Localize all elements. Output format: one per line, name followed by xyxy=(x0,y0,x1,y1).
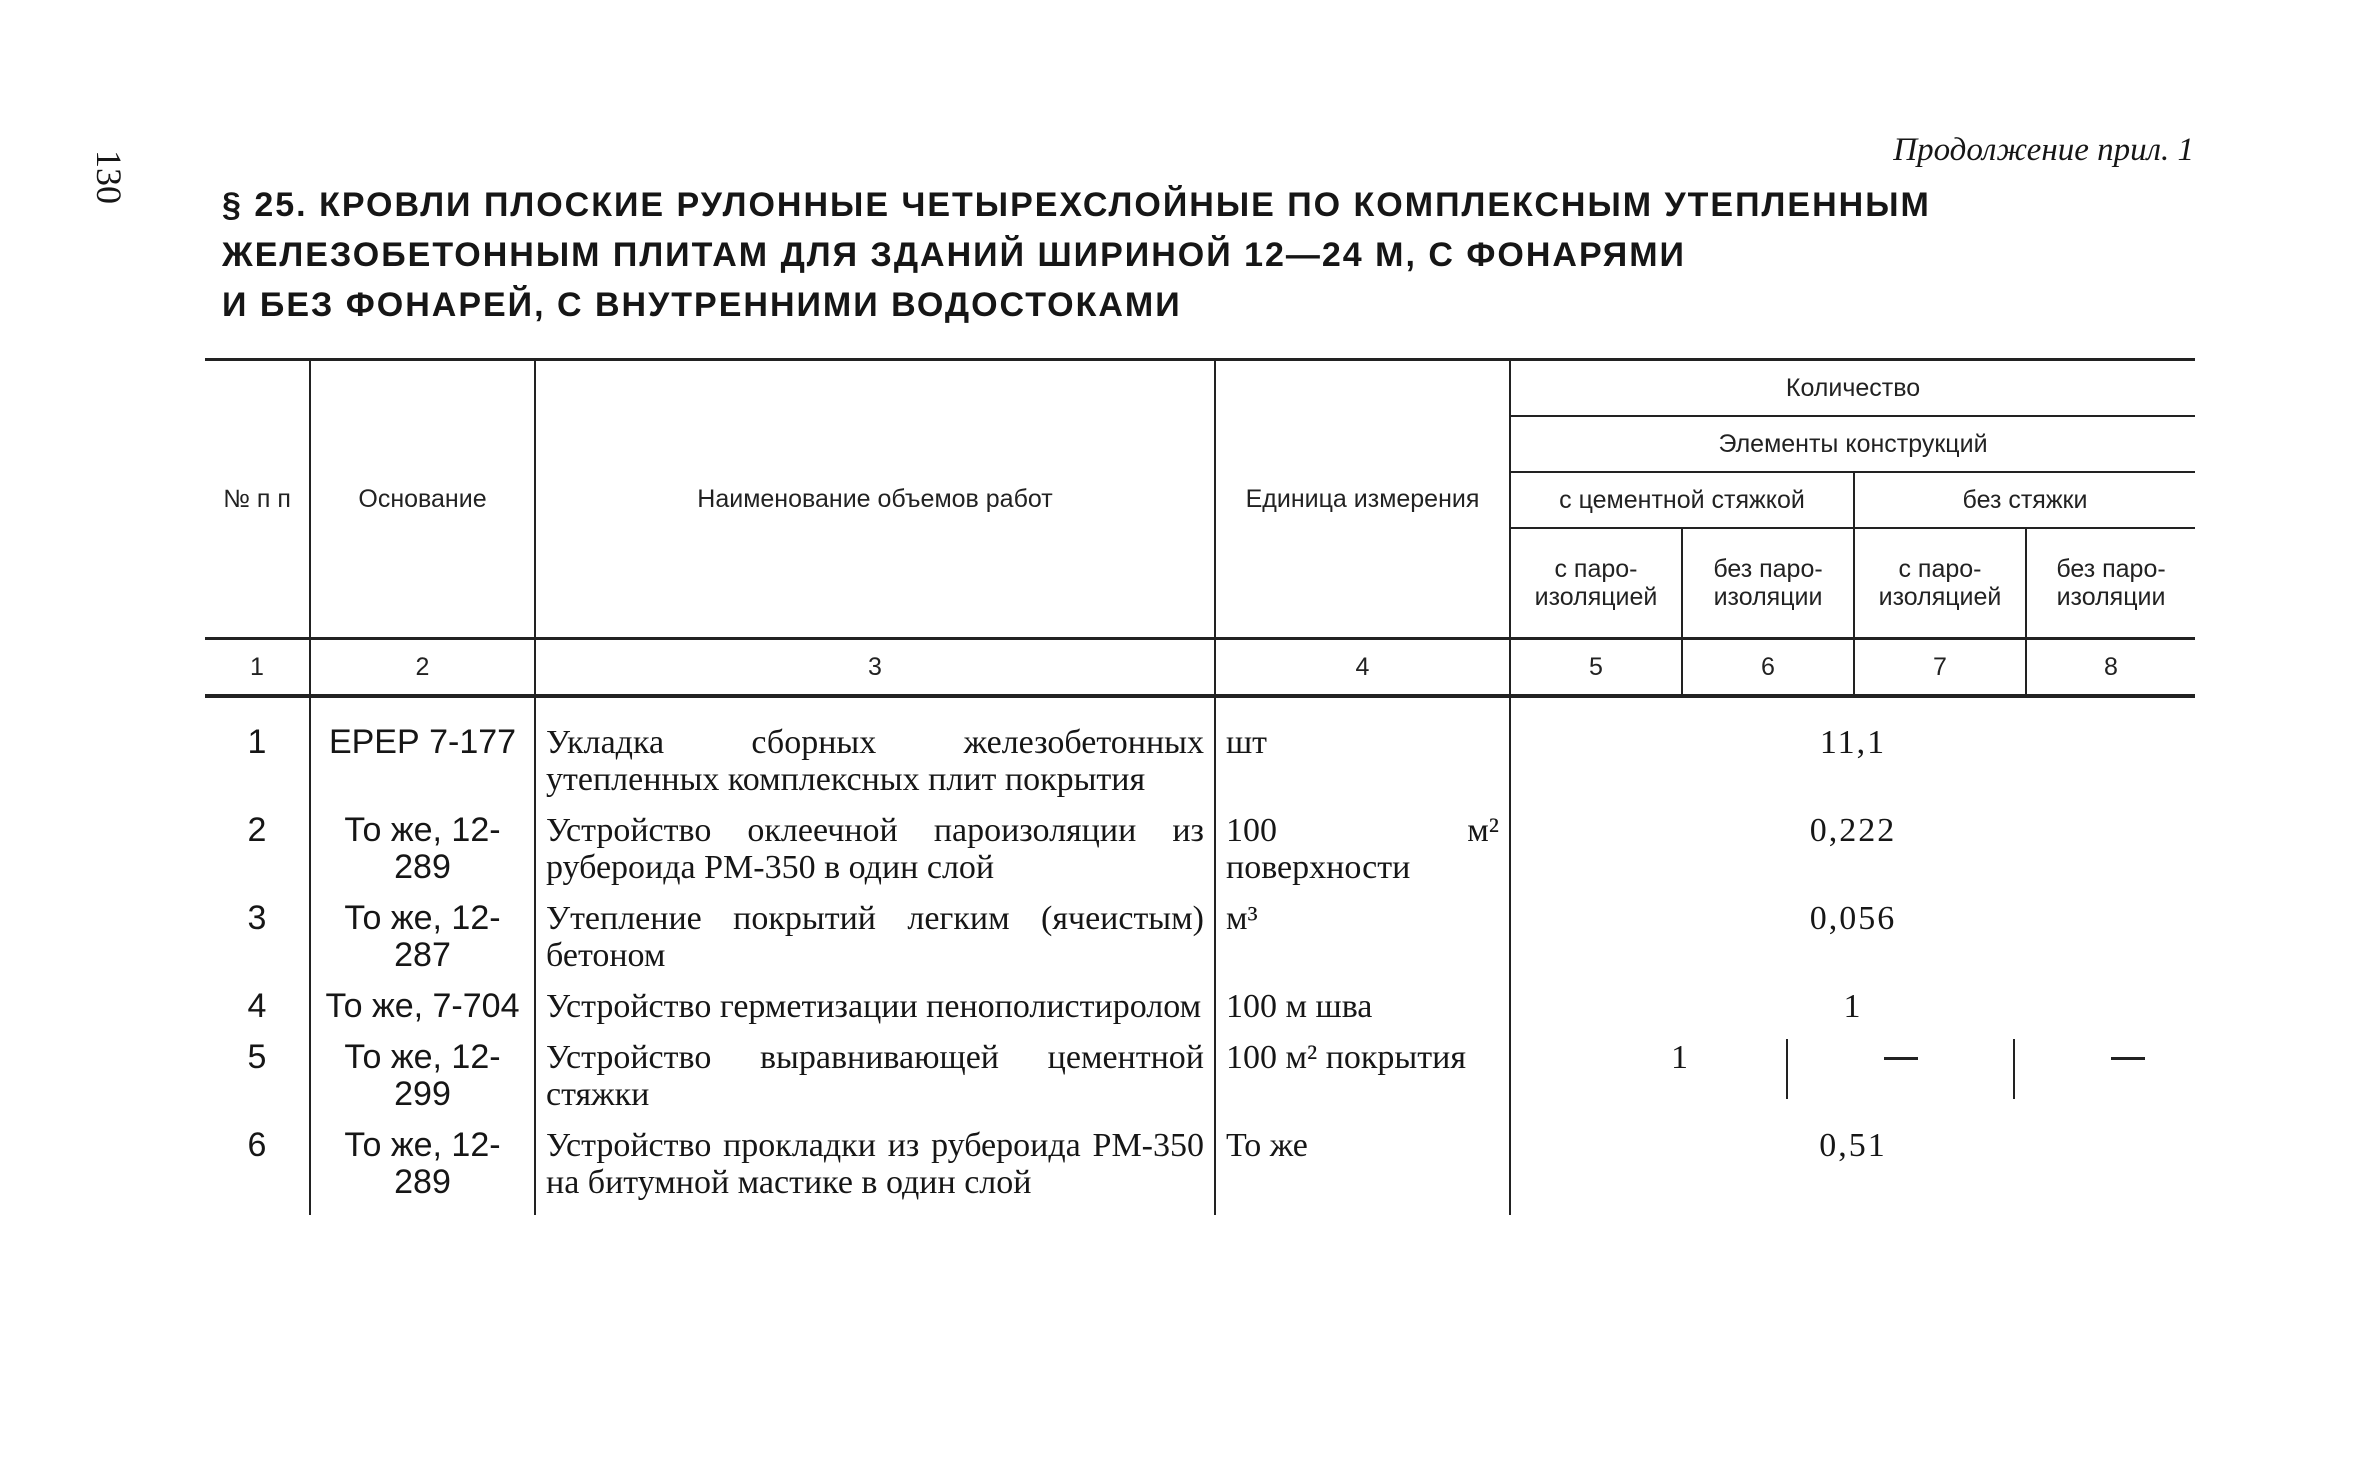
column-number: 2 xyxy=(310,639,535,697)
column-number: 5 xyxy=(1510,639,1682,697)
heading-line-2: ЖЕЛЕЗОБЕТОННЫМ ПЛИТАМ ДЛЯ ЗДАНИЙ ШИРИНОЙ 12—24 М, С ФОНАРЯМИ xyxy=(222,236,1686,274)
row-name: Укладка сборных железобетонных утепленных комплексных плит покрытия xyxy=(535,696,1215,812)
table-row xyxy=(205,1039,2195,1127)
header-unit: Единица измерения xyxy=(1215,360,1510,639)
column-number: 8 xyxy=(2026,639,2195,697)
header-without-screed: без стяжки xyxy=(1854,472,2195,528)
row-unit: 100 м² покрытия xyxy=(1215,1039,1510,1127)
dash-mark xyxy=(2111,1057,2145,1060)
table-row xyxy=(205,900,2195,988)
row-name: Устройство прокладки из рубероида РМ-350 на битумной мастике в один слой xyxy=(535,1127,1215,1215)
column-number: 4 xyxy=(1215,639,1510,697)
header-name: Наименование объемов работ xyxy=(535,360,1215,639)
row-quantity: 0,51 xyxy=(1510,1127,2195,1215)
section-heading xyxy=(222,180,2222,330)
row-quantity: 1 xyxy=(1671,1039,1690,1076)
row-name: Утепление покрытий легким (ячеистым) бетоном xyxy=(535,900,1215,988)
row-number: 5 xyxy=(247,1038,267,1076)
row-basis: То же, 12-289 xyxy=(310,1127,535,1215)
row-quantity: 0,222 xyxy=(1510,812,2195,900)
column-number: 3 xyxy=(535,639,1215,697)
row-quantity: 0,056 xyxy=(1510,900,2195,988)
header-quantity: Количество xyxy=(1510,360,2195,417)
row-number: 1 xyxy=(247,723,267,761)
works-table xyxy=(205,358,2195,1215)
header-without-vapor-1: без паро-изоляции xyxy=(1682,528,1854,639)
table-row xyxy=(205,812,2195,900)
row-unit: 100 м² поверхности xyxy=(1215,812,1510,900)
row-name: Устройство оклеечной пароизоляции из рубероида РМ-350 в один слой xyxy=(535,812,1215,900)
row-unit: То же xyxy=(1215,1127,1510,1215)
row-basis: То же, 7-704 xyxy=(310,988,535,1039)
row-quantity-split xyxy=(1510,1039,2195,1127)
header-elements: Элементы конструкций xyxy=(1510,416,2195,472)
table-row xyxy=(205,1127,2195,1215)
row-basis: ЕРЕР 7-177 xyxy=(310,696,535,812)
heading-line-3: И БЕЗ ФОНАРЕЙ, С ВНУТРЕННИМИ ВОДОСТОКАМИ xyxy=(222,286,1182,324)
header-without-vapor-2: без паро-изоляции xyxy=(2026,528,2195,639)
row-number: 4 xyxy=(247,987,267,1025)
row-unit: шт xyxy=(1215,696,1510,812)
table-row xyxy=(205,988,2195,1039)
separator-mark xyxy=(2013,1039,2015,1099)
row-unit: 100 м шва xyxy=(1215,988,1510,1039)
row-name: Устройство герметизации пенополистиролом xyxy=(535,988,1215,1039)
header-with-screed: с цементной стяжкой xyxy=(1510,472,1854,528)
row-basis: То же, 12-299 xyxy=(310,1039,535,1127)
separator-mark xyxy=(1786,1039,1788,1099)
row-quantity: 11,1 xyxy=(1510,696,2195,812)
page-number: 130 xyxy=(89,150,129,204)
row-number: 6 xyxy=(247,1126,267,1164)
header-with-vapor-1: с паро-изоляцией xyxy=(1510,528,1682,639)
row-basis: То же, 12-287 xyxy=(310,900,535,988)
row-basis: То же, 12-289 xyxy=(310,812,535,900)
row-number: 2 xyxy=(247,811,267,849)
table-row xyxy=(205,696,2195,812)
column-number: 1 xyxy=(205,639,310,697)
continuation-note: Продолжение прил. 1 xyxy=(1893,132,2194,168)
column-number: 7 xyxy=(1854,639,2026,697)
header-with-vapor-2: с паро-изоляцией xyxy=(1854,528,2026,639)
column-number: 6 xyxy=(1682,639,1854,697)
row-name: Устройство выравнивающей цементной стяжки xyxy=(535,1039,1215,1127)
row-quantity: 1 xyxy=(1510,988,2195,1039)
header-basis: Основание xyxy=(310,360,535,639)
row-unit: м³ xyxy=(1215,900,1510,988)
row-number: 3 xyxy=(247,899,267,937)
dash-mark xyxy=(1884,1057,1918,1060)
heading-line-1: § 25. КРОВЛИ ПЛОСКИЕ РУЛОННЫЕ ЧЕТЫРЕХСЛОЙНЫЕ ПО КОМПЛЕКСНЫМ УТЕПЛЕННЫМ xyxy=(222,186,1931,224)
header-no: № п п xyxy=(205,360,310,639)
